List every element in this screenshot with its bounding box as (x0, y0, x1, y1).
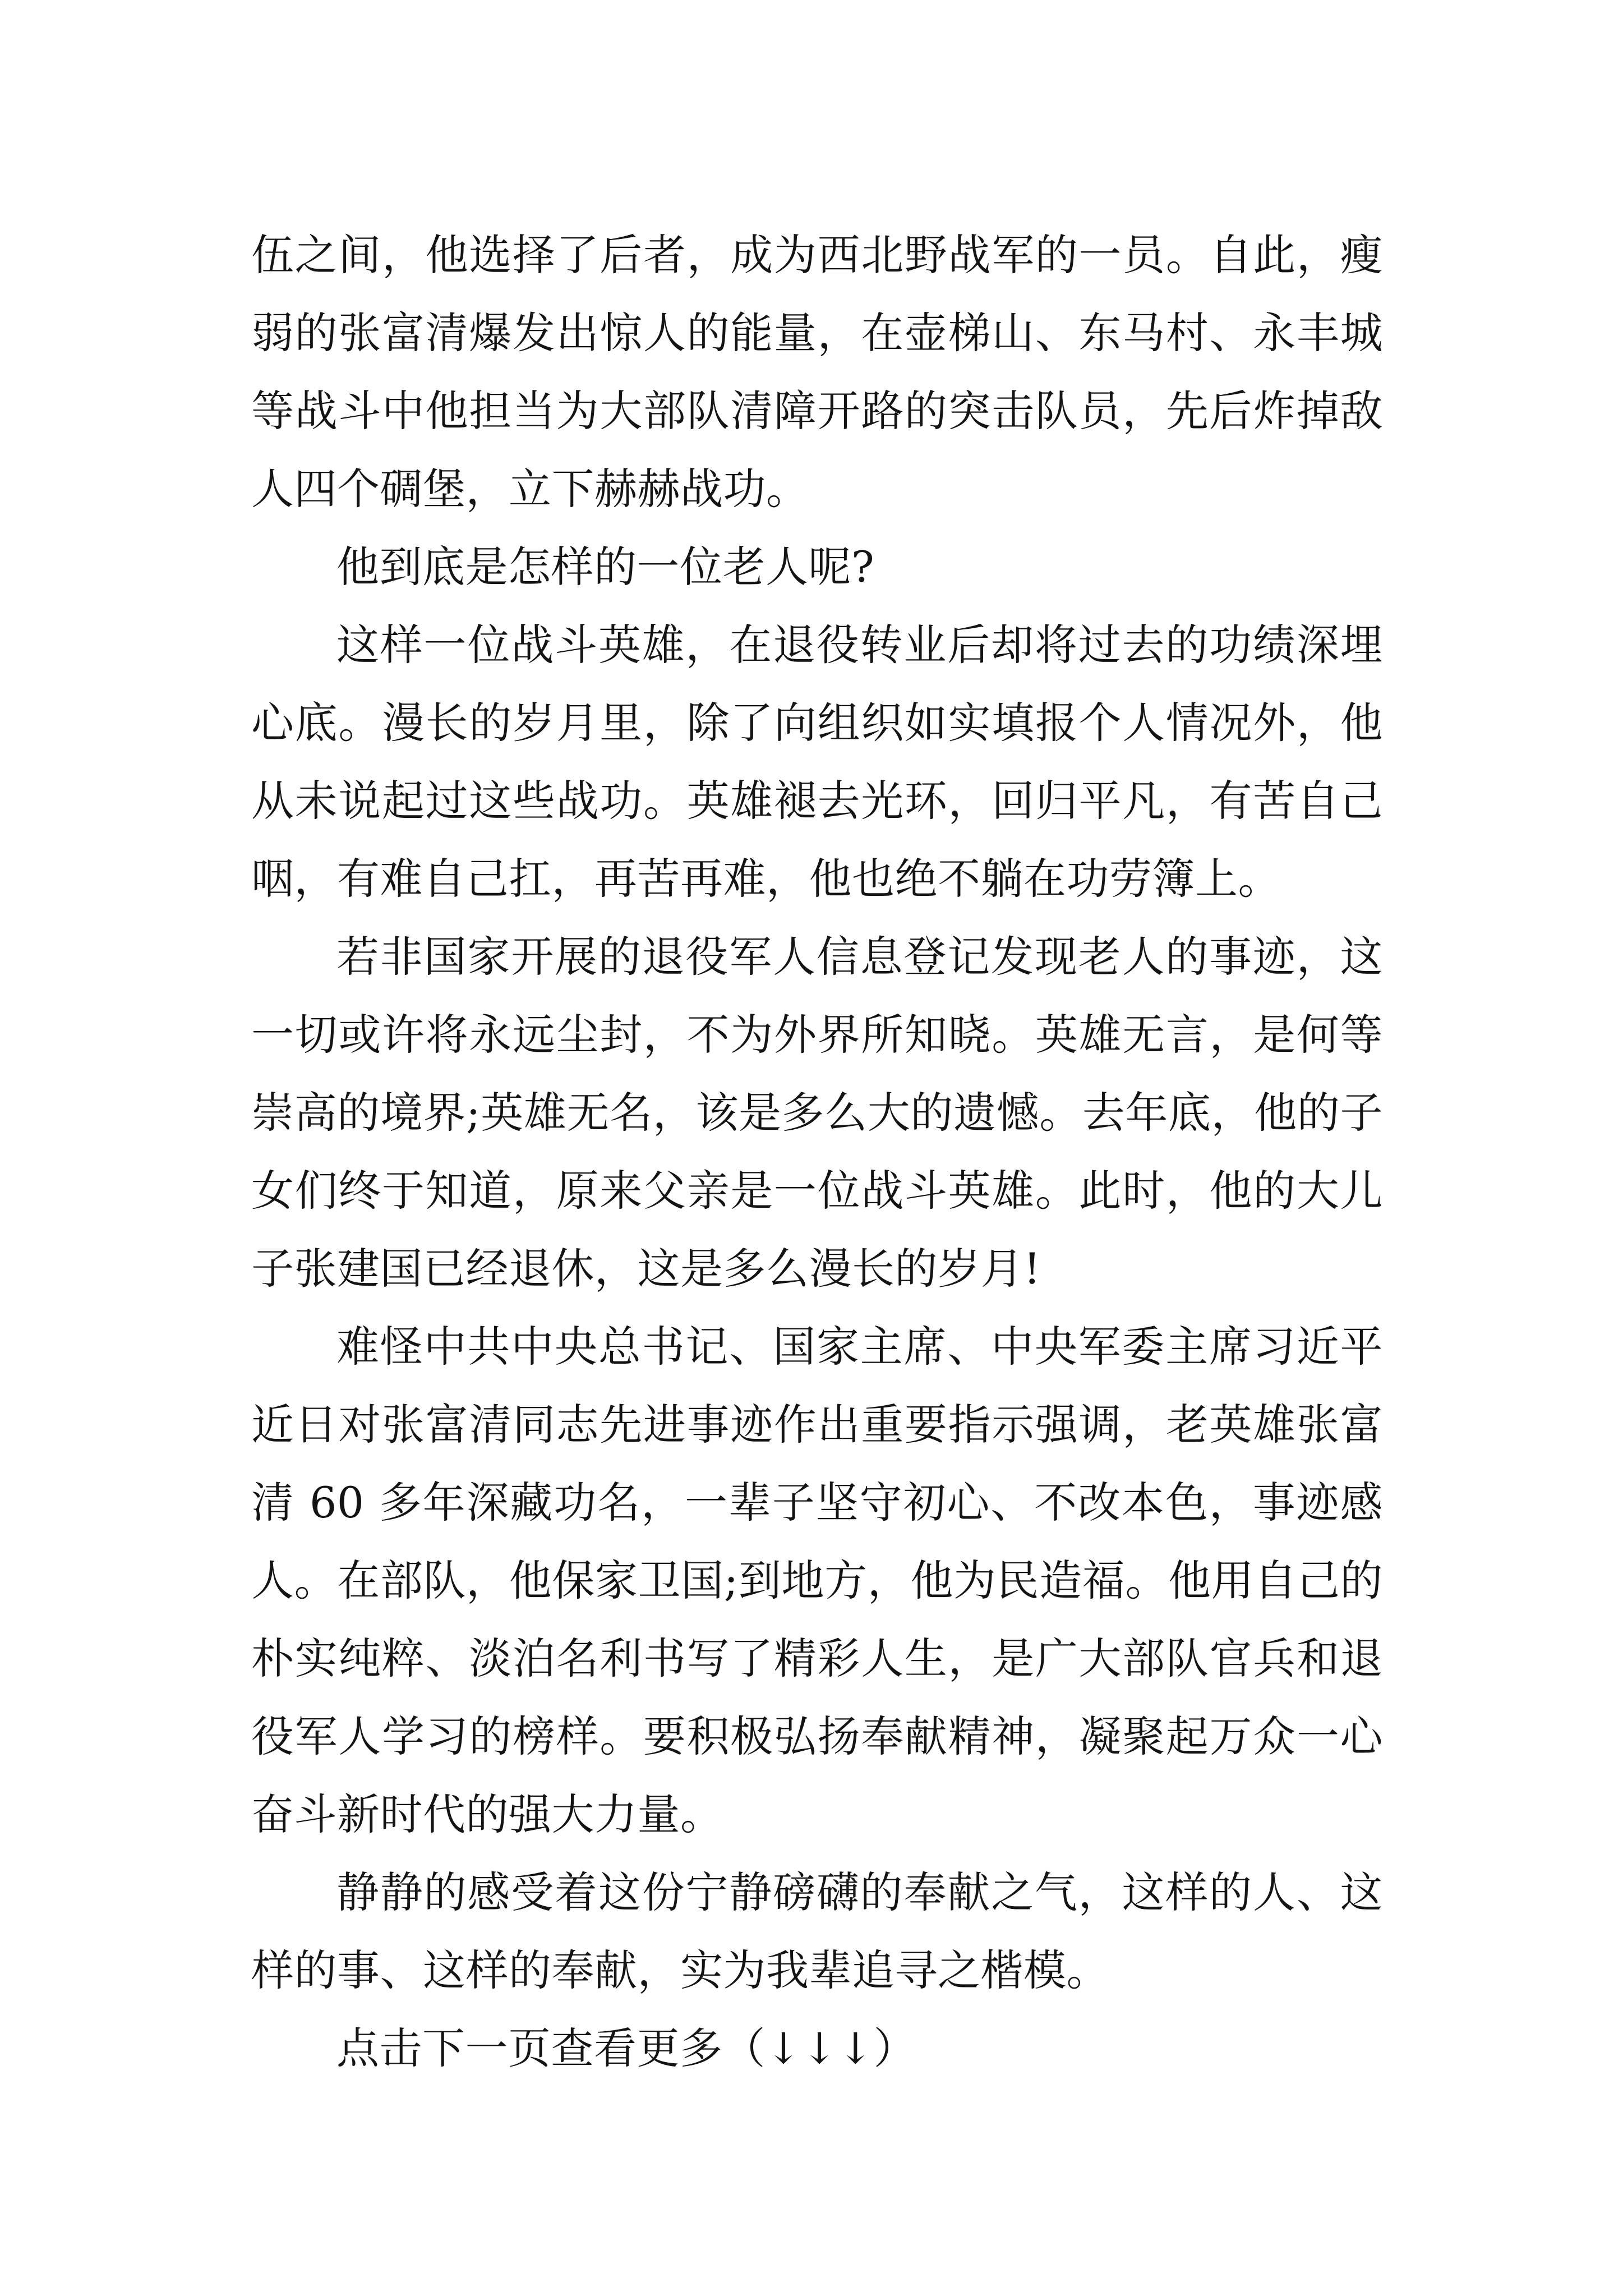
body-paragraph: 他到底是怎样的一位老人呢? (336, 542, 875, 592)
body-paragraph: 静静的感受着这份宁静磅礴的奉献之气，这样的人、这样的事、这样的奉献，实为我辈追寻之楷模。 (251, 1867, 1383, 1995)
body-paragraph: 若非国家开展的退役军人信息登记发现老人的事迹，这一切或许将永远尘封，不为外界所知晓。英雄无言，是何等崇高的境界;英雄无名，该是多么大的遗憾。去年底，他的子女们终于知道，原来父亲是一位战斗英雄。此时，他的大儿子张建国已经退休，这是多么漫长的岁月! (251, 932, 1383, 1294)
body-paragraph: 难怪中共中央总书记、国家主席、中央军委主席习近平近日对张富清同志先进事迹作出重要指示强调，老英雄张富清 60 多年深藏功名，一辈子坚守初心、不改本色，事迹感人。在部队，他保家卫国;到地方，他为民造福。他用自己的朴实纯粹、淡泊名利书写了精彩人生，是广大部队官兵和退役军人学习的榜样。要积极弘扬奉献精神，凝聚起万众一心奋斗新时代的强大力量。 (251, 1322, 1383, 1839)
next-page-link[interactable]: 点击下一页查看更多（↓↓↓） (336, 2023, 917, 2073)
body-paragraph: 这样一位战斗英雄，在退役转业后却将过去的功绩深埋心底。漫长的岁月里，除了向组织如实填报个人情况外，他从未说起过这些战功。英雄褪去光环，回归平凡，有苦自己咽，有难自己扛，再苦再难，他也绝不躺在功劳簿上。 (251, 620, 1383, 904)
document-page (251, 216, 1383, 2087)
body-paragraph: 伍之间，他选择了后者，成为西北野战军的一员。自此，瘦弱的张富清爆发出惊人的能量，在壶梯山、东马村、永丰城等战斗中他担当为大部队清障开路的突击队员，先后炸掉敌人四个碉堡，立下赫赫战功。 (251, 230, 1383, 514)
